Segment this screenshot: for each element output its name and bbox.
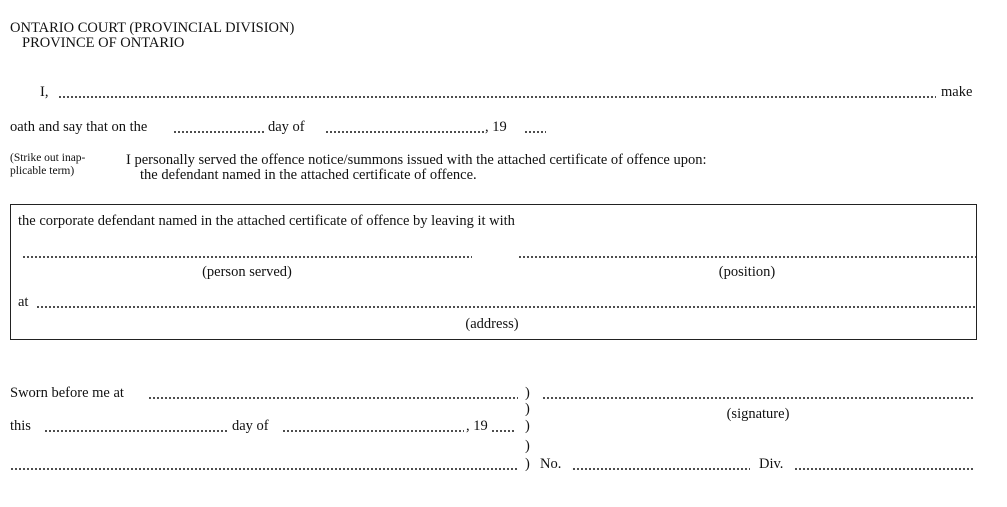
sworn-before-label: Sworn before me at [10, 385, 124, 401]
address-field[interactable] [36, 306, 976, 308]
sworn-month-field[interactable] [282, 430, 464, 432]
person-served-label: (person served) [202, 264, 292, 280]
at-label: at [18, 294, 29, 310]
paren-4: ) [525, 438, 530, 454]
oath-line-prefix: oath and say that on the [10, 119, 148, 135]
position-field[interactable] [518, 256, 976, 258]
corporate-defendant-text: the corporate defendant named in the attached certificate of offence by leaving it with [18, 213, 515, 229]
no-label: No. [540, 456, 562, 472]
address-label: (address) [465, 316, 519, 332]
oath-day-field[interactable] [173, 131, 265, 133]
strike-note-line1: (Strike out inap- [10, 152, 86, 164]
oath-year-prefix: , 19 [485, 119, 507, 135]
position-label: (position) [718, 264, 776, 280]
division-field[interactable] [794, 468, 974, 470]
paren-3: ) [525, 418, 530, 434]
sworn-day-of-label: day of [232, 418, 269, 434]
paren-1: ) [525, 385, 530, 401]
div-label: Div. [759, 456, 784, 472]
province-title: PROVINCE OF ONTARIO [22, 35, 185, 51]
personal-service-option: I personally served the offence notice/summons issued with the attached certificate of offence upon: [126, 152, 707, 168]
oath-day-of-label: day of [268, 119, 305, 135]
make-label: make [941, 84, 973, 100]
number-field[interactable] [572, 468, 750, 470]
sworn-day-field[interactable] [44, 430, 228, 432]
oath-year-field[interactable] [524, 131, 546, 133]
this-label: this [10, 418, 31, 434]
sworn-location-field[interactable] [148, 397, 518, 399]
commissioner-field[interactable] [10, 468, 518, 470]
person-served-field[interactable] [22, 256, 472, 258]
paren-5: ) [525, 456, 530, 472]
oath-month-field[interactable] [325, 131, 485, 133]
signature-field[interactable] [542, 397, 974, 399]
defendant-option: the defendant named in the attached certificate of offence. [140, 167, 477, 183]
court-title: ONTARIO COURT (PROVINCIAL DIVISION) [10, 20, 295, 36]
strike-note-line2: plicable term) [10, 165, 75, 177]
sworn-year-prefix: , 19 [466, 418, 488, 434]
signature-label: (signature) [726, 406, 790, 422]
deponent-name-field[interactable] [58, 96, 936, 98]
i-label: I, [40, 84, 49, 100]
sworn-year-field[interactable] [491, 430, 515, 432]
paren-2: ) [525, 401, 530, 417]
